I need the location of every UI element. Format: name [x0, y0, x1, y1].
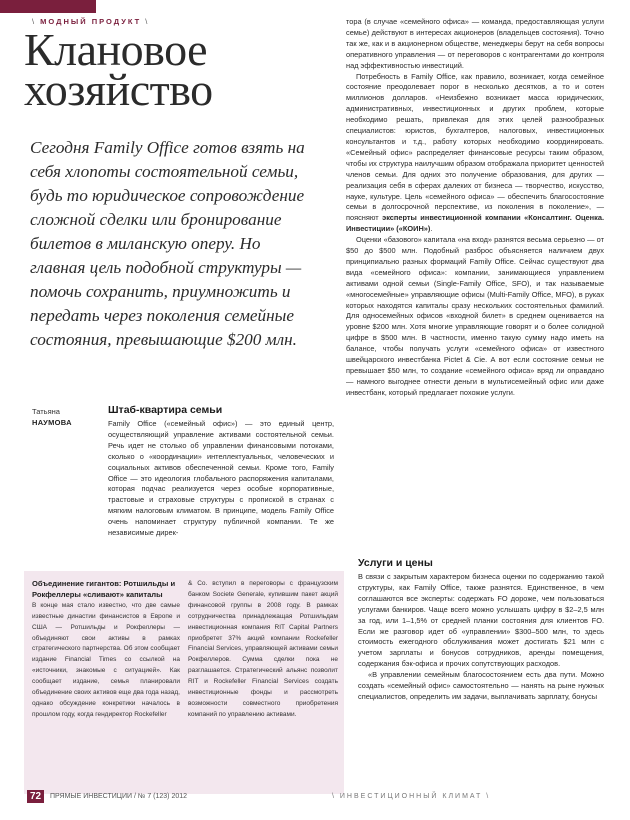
author-last-name: НАУМОВА: [32, 418, 72, 427]
paragraph: Family Office («семейный офис») — это единый центр, осуществляющий управление активами состоятельной семьи. Речь идет не столько об управлении финансовыми потоками, сколько о «координации» интеллектуальных, человеческих и социальных активов обеспеченной семьи. Кроме того, Family Office — это идеология глобального распоряжения капиталами, которая подчас реализуется через особые корпоративные, трастовые и страховые структуры с пропиской в странах с мягким налоговым климатом. В принципе, модель Family Office очень напоминает структуру публичной компании. Те же независимые дирек-: [108, 419, 334, 538]
paragraph: тора (в случае «семейного офиса» — команда, предоставляющая услуги семье) действуют в интересах акционеров (владельцев состояния). Точно так же, как и в акционерном обществе, менеджеры берут на себя вопросы оперативного управления — от переговоров с контрагентами до контроля над эффективностью инвестиций.: [346, 17, 604, 70]
author-first-name: Татьяна: [32, 407, 60, 416]
column-2: [346, 17, 604, 399]
paragraph: «В управлении семейным благосостоянием есть два пути. Можно создать «семейный офис» самостоятельно — нанять на рыне нужных специалистов, определить им задачи, выплачивать зарплату, бонусы: [358, 670, 604, 701]
title-line-1: Клановое: [24, 24, 208, 75]
sidebar-title: Объединение гигантов: Ротшильды и Рокфеллеры «сливают» капиталы: [32, 579, 176, 599]
column-3: [358, 557, 604, 703]
column-1-body: [108, 419, 334, 539]
magazine-issue: ПРЯМЫЕ ИНВЕСТИЦИИ / № 7 (123) 2012: [50, 793, 188, 800]
paragraph: Потребность в Family Office, как правило, возникает, когда семейное состояние преодолевает порог в несколько десятков, а то и сотен миллионов долларов. «Неизбежно возникает масса юридических, административных, инвестиционных и других проблем, которые необходимо решать, привлекая для этих целей разнообразных специалистов: юристов, бухгалтеров, налоговых, инвестиционных консультантов и т.д., работу которых необходимо координировать. «Семейный офис» распределяет финансовые ресурсы таким образом, чтобы их структура наилучшим образом отображала приоритет ценностей членов семьи. Для одних это получение образования, для других — реализация себя в сферах далеких от бизнеса — творчество, искусство, науке, культуре. Цель «семейного офиса» — обеспечить благосостояние семьи в долгосрочной перспективе, из поколения в поколение», — поясняют эксперты инвестиционной компании «Консалтинг. Оценка. Инвестиции» («КОИН»).: [346, 71, 604, 234]
title-line-2: хозяйство: [24, 64, 213, 115]
expert-source: эксперты инвестиционной компании «Консалтинг. Оценка. Инвестиции» («КОИН»): [346, 213, 604, 234]
page-number: 72: [27, 790, 44, 803]
article-lead: Сегодня Family Office готов взять на себя хлопоты состоятельной семьи, будь то юридическое сопровождение сложной сделки или бронирование билетов в миланскую оперу. Но главная цель подобной структуры — помочь сохранить, приумножить и передать через поколения семейные состояния, превышающие $200 млн.: [30, 138, 305, 349]
article-title: [24, 24, 324, 115]
paragraph: В связи с закрытым характером бизнеса оценки по содержанию такой структуры, как Family Office, также разнятся. Единственное, в чем соглашаются все эксперты: содержать FO дороже, чем пользоваться услугами банкиров. Чаще всего можно услышать цифру в $2–2,5 млн за год, или 1–1,5% от средней планки состояния для клиентов FO. Если же разговор идет об «управлении» $300–500 млн, то здесь стоимость ежегодного обслуживания может достигать $21 млн с учетом зарплаты и бонусов сотрудников, аренды помещения, содержания бэк-офиса и прочих сопутствующих расходов.: [358, 572, 604, 669]
column-1: [108, 404, 334, 539]
sidebar-text-right: & Co. вступил в переговоры с французским банком Societe Generale, купившим пакет акций финансовой группы в 2008 году. В рамках сотрудничества принадлежащая Ротшильдам инвестиционная компания RIT Capital Partners приобретет 37% акций компании Rockefeller Financial Services, управляющей активами семьи Рокфеллеров. Сумма сделки пока не разглашается. Стратегический альянс позволит RIT и Rockefeller Financial Services создать инвестиционные фонды и рассмотреть возможности совместного приобретения компаний по управлению активами.: [188, 580, 338, 718]
section-kicker: \ МОДНЫЙ ПРОДУКТ \: [32, 17, 150, 26]
kicker-label: МОДНЫЙ ПРОДУКТ: [40, 17, 142, 26]
column-3-body: [358, 572, 604, 703]
sidebar-text-left: В конце мая стало известно, что две самые известные династии финансистов в Европе и США — Ротшильды и Рокфеллеры — объединяют свои активы в рамках стратегического партнерства. Об этом сообщает издание Financial Times со ссылкой на «источники, знакомые с ситуацией». Как сообщает издание, семья планировали объединение своих активов еще два года назад, однако обсуждение конкретики началось в прошлом году, когда гендиректор Rockefeller: [32, 601, 180, 718]
sidebar-left-col: [32, 579, 180, 721]
paragraph: Оценки «базового» капитала «на вход» разнятся весьма серьезно — от $50 до $500 млн. Подобный разброс объясняется наличием двух принципиально разных формаций Family Office. Сейчас существуют два вида «семейного офиса»: компании, занимающиеся управлением активами одной семьи (Single-Family Office, SFO), и так называемые «многосемейные» управляющие офисы (Multi-Family Office, MFO), в руках которых находятся капиталы сразу нескольких состоятельных фамилий. Для односемейных офисов «входной билет» в среднем оценивается на уровне $200 млн. Хотя многие управляющие говорят и о более солидной цифре в $500 млн. В частности, именно такую сумму надо иметь на балансе, чтобы получать услуги «семейного офиса» от известного швейцарского инвестбанка Pictet & Cie. А вот если состояние семьи не превышает $50 млн, то создание «семейного офиса» вряд ли оправдано — намного выгоднее отнести деньги в мультисемейный офис или даже инвестбанк, который предлагает похожие услуги.: [346, 235, 604, 397]
section-heading-services: Услуги и цены: [358, 557, 433, 569]
accent-bar: [0, 0, 96, 13]
section-heading-hq: Штаб-квартира семьи: [108, 404, 223, 416]
footer-section: \ ИНВЕСТИЦИОННЫЙ КЛИМАТ \: [332, 793, 491, 800]
